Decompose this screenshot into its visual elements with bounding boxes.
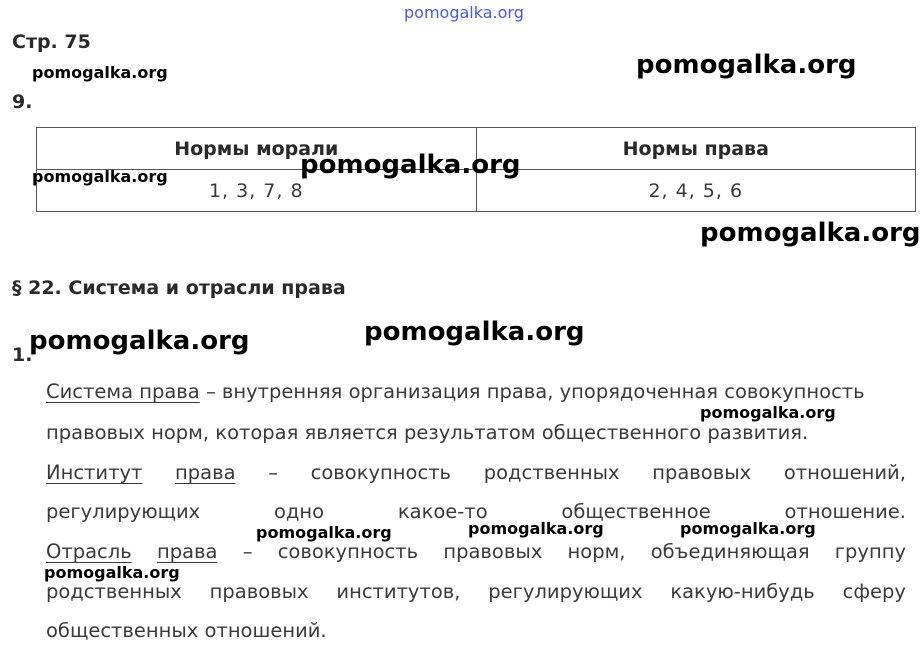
word: группу [834,540,906,563]
word: – [242,540,253,563]
item-number: 1. [12,344,33,366]
word: регулирующих [46,500,201,523]
term-institute-2: права [175,461,236,484]
definition-branch-line-2 [46,580,906,603]
word: – [268,461,278,484]
word: отношений, [783,461,906,484]
definition-branch-line-1 [46,540,906,563]
watermark-top: pomogalka.org [404,3,524,22]
term-system: Система права [46,380,200,403]
word: какое-то [397,500,488,523]
definition-text: – внутренняя организация права, упорядоченная совокупность [199,380,865,403]
watermark: pomogalka.org [300,150,521,180]
word: регулирующих [488,580,643,603]
task-number: 9. [12,91,33,113]
watermark: pomogalka.org [32,63,168,82]
word: общественное [561,500,711,523]
watermark: pomogalka.org [29,326,250,356]
table-header-morals: Нормы морали [37,128,477,170]
word: норм, [567,540,626,563]
word: родственных [483,461,620,484]
table-cell-law: 2, 4, 5, 6 [476,170,916,212]
definition-branch-line-3: общественных отношений. [46,619,327,642]
watermark: pomogalka.org [468,519,604,538]
watermark: pomogalka.org [680,519,816,538]
word: совокупность [277,540,419,563]
word: институтов, [336,580,461,603]
watermark: pomogalka.org [256,523,392,542]
watermark: pomogalka.org [32,167,168,186]
word: какую-нибудь [670,580,815,603]
table-header-law: Нормы права [476,128,916,170]
watermark: pomogalka.org [636,50,857,80]
word: одно [274,500,325,523]
definition-system-line-1 [46,380,906,403]
definition-system-line-2: правовых норм, которая является результатом общественного развития. [46,421,809,444]
word: правовых [652,461,752,484]
watermark: pomogalka.org [700,218,921,248]
term-institute: Институт [46,461,143,484]
table-cell-morals: 1, 3, 7, 8 [37,170,477,212]
watermark: pomogalka.org [700,403,836,422]
word: родственных [46,580,182,603]
word: правовых [209,580,309,603]
term-branch-2: права [156,540,218,563]
word: правовых [443,540,543,563]
watermark: pomogalka.org [364,317,585,347]
word: сферу [842,580,906,603]
word: отношение. [784,500,906,523]
word: совокупность [310,461,452,484]
definition-institute-line-1 [46,461,906,484]
word: объединяющая [650,540,810,563]
term-branch: Отрасль [46,540,132,563]
section-title: § 22. Система и отрасли права [12,277,346,299]
page-label: Стр. 75 [12,31,91,53]
watermark: pomogalka.org [44,563,180,582]
